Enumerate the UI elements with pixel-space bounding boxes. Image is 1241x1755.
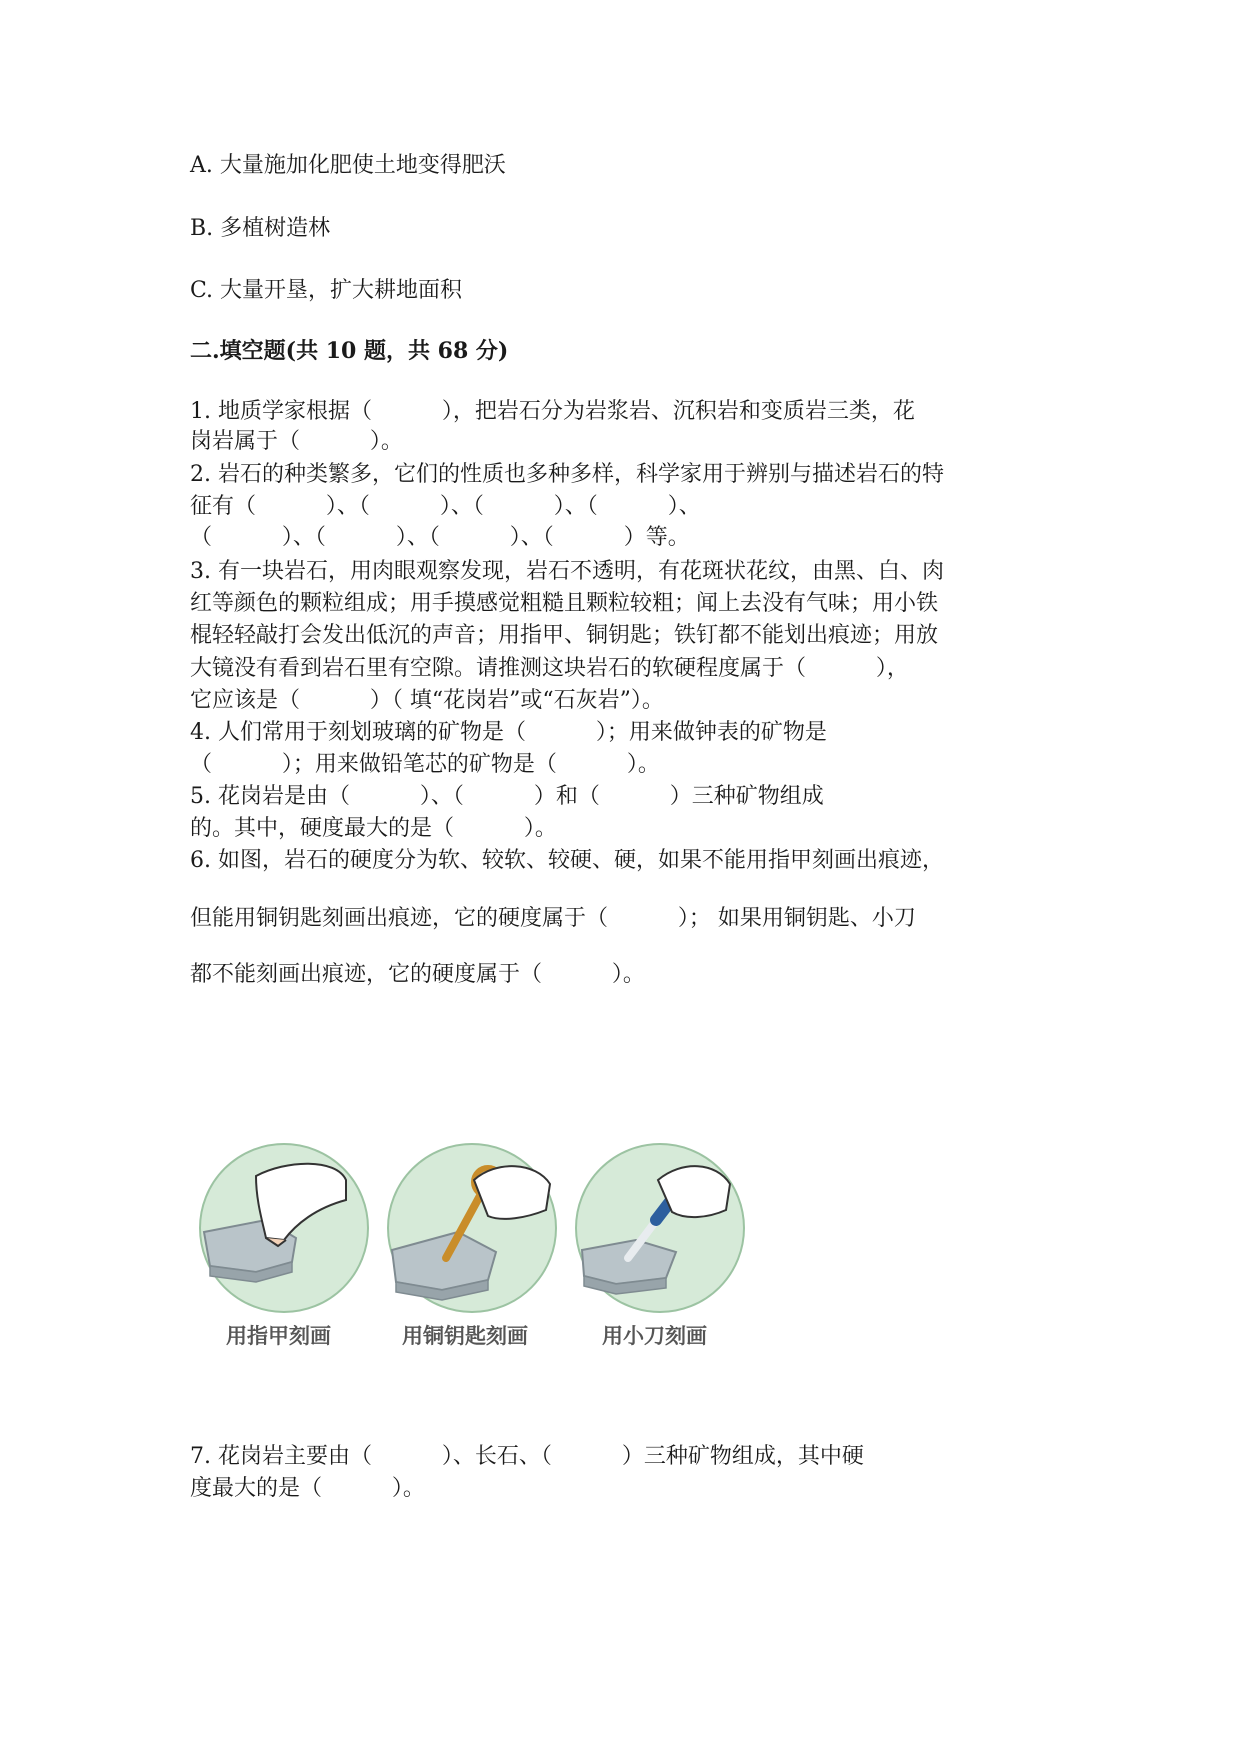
question-line: （ ）、（ ）、（ ）、（ ）等。: [190, 525, 690, 550]
question-line: 4. 人们常用于刻划玻璃的矿物是（ ）；用来做钟表的矿物是: [190, 720, 827, 745]
section-heading: 二.填空题(共 10 题，共 68 分): [190, 338, 509, 364]
question-line: 岗岩属于（ ）。: [190, 429, 403, 454]
question-line: 的。其中，硬度最大的是（ ）。: [190, 816, 557, 841]
caption-copper-key: 用铜钥匙刻画: [402, 1324, 528, 1348]
question-line: 6. 如图，岩石的硬度分为软、较软、较硬、硬，如果不能用指甲刻画出痕迹，: [190, 848, 944, 873]
question-line: 1. 地质学家根据（ ），把岩石分为岩浆岩、沉积岩和变质岩三类，花: [190, 399, 915, 424]
question-line: 它应该是（ ）（ 填“花岗岩”或“石灰岩”）。: [190, 688, 664, 713]
knife-scratch-illustration: [576, 1144, 744, 1312]
question-line: 2. 岩石的种类繁多，它们的性质也多种多样，科学家用于辨别与描述岩石的特: [190, 462, 944, 487]
caption-knife: 用小刀刻画: [602, 1324, 707, 1348]
question-line: 5. 花岗岩是由（ ）、（ ）和（ ）三种矿物组成: [190, 784, 824, 809]
question-line: 都不能刻画出痕迹，它的硬度属于（ ）。: [190, 962, 645, 987]
question-line: 7. 花岗岩主要由（ ）、长石、（ ）三种矿物组成，其中硬: [190, 1444, 864, 1469]
option-c: C. 大量开垦，扩大耕地面积: [190, 278, 463, 303]
option-b: B. 多植树造林: [190, 216, 331, 241]
fingernail-scratch-illustration: [200, 1144, 368, 1312]
question-line: 征有（ ）、（ ）、（ ）、（ ）、: [190, 494, 701, 519]
question-line: 3. 有一块岩石，用肉眼观察发现，岩石不透明，有花斑状花纹，由黑、白、肉: [190, 559, 944, 584]
copper-key-scratch-illustration: [388, 1144, 556, 1312]
question-line: 但能用铜钥匙刻画出痕迹，它的硬度属于（ ）； 如果用铜钥匙、小刀: [190, 906, 916, 931]
question-line: 度最大的是（ ）。: [190, 1476, 425, 1501]
question-line: 棍轻轻敲打会发出低沉的声音；用指甲、铜钥匙；铁钉都不能划出痕迹；用放: [190, 623, 939, 648]
question-line: 红等颜色的颗粒组成；用手摸感觉粗糙且颗粒较粗；闻上去没有气味；用小铁: [190, 591, 939, 616]
question-line: （ ）；用来做铅笔芯的矿物是（ ）。: [190, 752, 660, 777]
hardness-test-figure: [196, 1140, 776, 1400]
caption-fingernail: 用指甲刻画: [226, 1324, 331, 1348]
question-line: 大镜没有看到岩石里有空隙。请推测这块岩石的软硬程度属于（ ），: [190, 656, 909, 681]
option-a: A. 大量施加化肥使土地变得肥沃: [190, 153, 506, 178]
